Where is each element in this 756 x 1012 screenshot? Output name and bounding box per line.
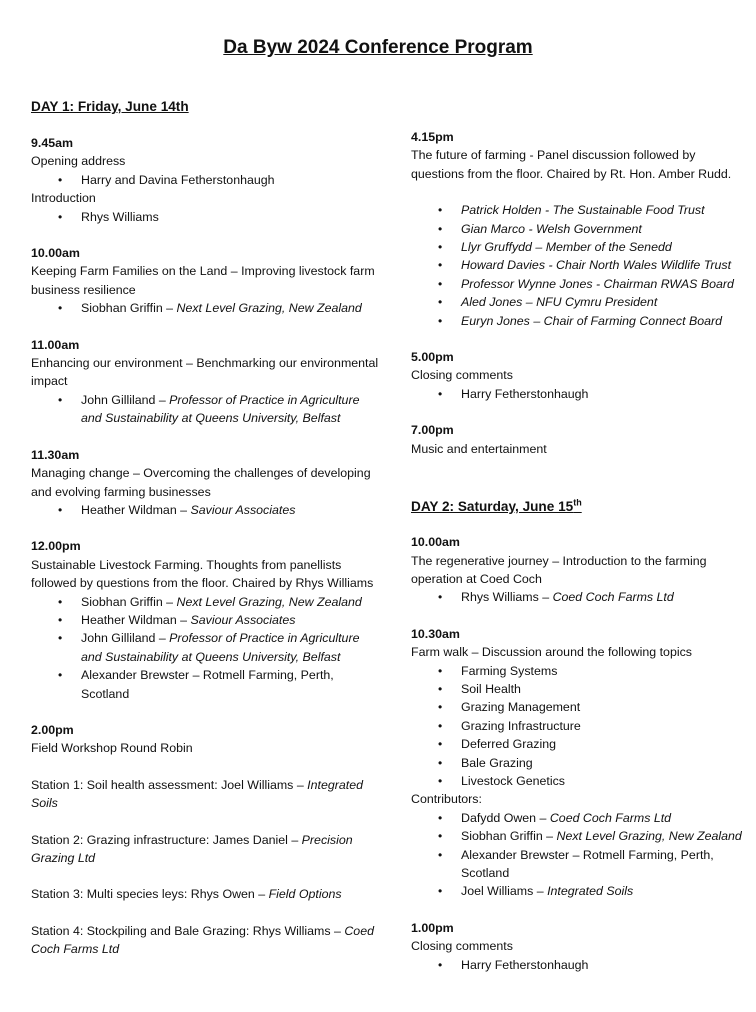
item-name: Farming Systems	[461, 663, 558, 678]
session	[31, 721, 381, 959]
session-gap	[31, 318, 381, 336]
item-role: Saviour Associates	[190, 502, 296, 517]
day2-heading: DAY 2: Saturday, June 15th	[411, 497, 582, 515]
item-name: Siobhan Griffin –	[461, 829, 557, 844]
spacer	[31, 758, 381, 776]
item-role: Professor of Practice in Agriculture and Sustainability at Queens University, Belfast	[81, 631, 360, 664]
session-description: Managing change – Overcoming the challenges of developing and evolving farming businesses	[31, 466, 371, 499]
session	[411, 533, 751, 607]
session-description: Opening address	[31, 154, 126, 169]
list-item	[411, 846, 751, 883]
workshop-station	[31, 831, 381, 868]
session	[411, 348, 751, 403]
session-description: Field Workshop Round Robin	[31, 741, 193, 756]
list-item	[411, 717, 751, 735]
bullet-list	[411, 662, 751, 791]
left-column	[31, 97, 381, 959]
session-time: 7.00pm	[411, 423, 454, 438]
item-role: Next Level Grazing, New Zealand	[176, 594, 362, 609]
list-item	[31, 501, 381, 519]
session-description: Closing comments	[411, 368, 513, 383]
item-name: Livestock Genetics	[461, 773, 565, 788]
item-name: Gian Marco - Welsh Government	[461, 221, 642, 236]
station-organisation: Integrated Soils	[31, 777, 363, 811]
spacer	[31, 904, 381, 922]
day1-continued-sessions	[411, 128, 751, 458]
list-item	[411, 754, 751, 772]
list-item	[411, 772, 751, 790]
list-item	[411, 256, 751, 274]
item-role: Next Level Grazing, New Zealand	[176, 301, 362, 316]
session-gap	[411, 403, 751, 421]
bullet-list	[31, 391, 381, 428]
list-item	[411, 882, 751, 900]
list-item	[411, 385, 751, 403]
item-name: Harry Fetherstonhaugh	[461, 957, 589, 972]
session-time: 12.00pm	[31, 539, 81, 554]
item-name: John Gilliland –	[81, 392, 170, 407]
item-name: Patrick Holden - The Sustainable Food Trust	[461, 203, 705, 218]
item-name: Harry and Davina Fetherstonhaugh	[81, 172, 275, 187]
list-item	[411, 588, 751, 606]
session-description: Keeping Farm Families on the Land – Improving livestock farm business resilience	[31, 264, 375, 297]
list-item	[411, 680, 751, 698]
item-name: Joel Williams –	[461, 884, 548, 899]
list-item	[411, 698, 751, 716]
session-description: Closing comments	[411, 939, 513, 954]
list-item	[411, 220, 751, 238]
item-name: Alexander Brewster – Rotmell Farming, Perth, Scotland	[461, 847, 714, 880]
session-time: 10.30am	[411, 626, 460, 641]
session	[411, 625, 751, 901]
list-item	[411, 662, 751, 680]
day2-sessions	[411, 533, 751, 974]
session-description: Music and entertainment	[411, 441, 547, 456]
session-description: Enhancing our environment – Benchmarking our environmental impact	[31, 356, 379, 389]
item-name: Howard Davies - Chair North Wales Wildlife Trust	[461, 258, 732, 273]
session-description: Introduction	[31, 191, 96, 206]
item-name: Grazing Infrastructure	[461, 718, 581, 733]
item-name: Siobhan Griffin –	[81, 301, 177, 316]
list-item	[411, 238, 751, 256]
session-gap	[31, 428, 381, 446]
session-time: 9.45am	[31, 136, 74, 150]
session	[31, 537, 381, 703]
workshop-station	[31, 922, 381, 959]
session-description: Contributors:	[411, 792, 482, 807]
session	[411, 919, 751, 974]
bullet-list	[411, 201, 751, 330]
list-item	[411, 201, 751, 219]
station-organisation: Coed Coch Farms Ltd	[31, 923, 374, 957]
session-gap	[411, 901, 751, 919]
item-role: Professor of Practice in Agriculture and Sustainability at Queens University, Belfast	[81, 392, 360, 426]
item-name: Llyr Gruffydd – Member of the Senedd	[461, 240, 672, 255]
item-name: Soil Health	[461, 681, 521, 696]
item-name: Bale Grazing	[461, 755, 533, 770]
workshop-station	[31, 776, 381, 813]
item-name: Deferred Grazing	[461, 737, 557, 752]
bullet-list	[411, 588, 751, 606]
bullet-list	[31, 299, 381, 317]
session	[31, 336, 381, 428]
session-time: 1.00pm	[411, 920, 454, 935]
item-role: Coed Coch Farms Ltd	[552, 590, 674, 605]
session-gap	[31, 226, 381, 244]
item-role: Saviour Associates	[190, 612, 296, 627]
item-name: Harry Fetherstonhaugh	[461, 386, 589, 401]
session-time: 11.00am	[31, 337, 80, 352]
list-item	[31, 593, 381, 611]
list-item	[31, 299, 381, 317]
item-name: John Gilliland –	[81, 631, 170, 646]
list-item	[411, 293, 751, 311]
session-time: 11.30am	[31, 447, 80, 462]
bullet-list	[31, 171, 381, 189]
bullet-list	[411, 809, 751, 901]
session	[31, 134, 381, 226]
station-title: Station 3: Multi species leys: Rhys Owen –	[31, 887, 269, 902]
item-name: Alexander Brewster – Rotmell Farming, Perth, Scotland	[81, 668, 334, 701]
session-time: 2.00pm	[31, 722, 74, 737]
day1-sessions	[31, 134, 381, 959]
session-time: 5.00pm	[411, 350, 454, 365]
list-item	[31, 391, 381, 428]
item-name: Dafydd Owen –	[461, 810, 550, 825]
session-gap	[411, 330, 751, 348]
item-name: Heather Wildman –	[81, 612, 191, 627]
station-organisation: Field Options	[268, 887, 342, 902]
item-name: Euryn Jones – Chair of Farming Connect Board	[461, 313, 723, 328]
list-item	[411, 809, 751, 827]
session-gap	[31, 519, 381, 537]
item-name: Rhys Williams –	[461, 590, 553, 605]
list-item	[411, 275, 751, 293]
spacer	[31, 813, 381, 831]
list-item	[411, 956, 751, 974]
session-description: The regenerative journey – Introduction to the farming operation at Coed Coch	[411, 553, 707, 586]
session-gap	[31, 703, 381, 721]
list-item	[31, 171, 381, 189]
session-description: Sustainable Livestock Farming. Thoughts from panellists followed by questions from the floor. Chaired by Rhys Williams	[31, 557, 374, 591]
bullet-list	[31, 501, 381, 519]
list-item	[411, 827, 751, 845]
station-organisation: Precision Grazing Ltd	[31, 832, 353, 865]
item-name: Aled Jones – NFU Cymru President	[461, 295, 658, 310]
session	[411, 421, 751, 458]
bullet-list	[411, 385, 751, 403]
day1-heading: DAY 1: Friday, June 14th	[31, 99, 189, 114]
session-time: 4.15pm	[411, 130, 454, 144]
session-description: Farm walk – Discussion around the following topics	[411, 645, 692, 660]
item-role: Integrated Soils	[547, 884, 634, 899]
list-item	[31, 208, 381, 226]
item-name: Siobhan Griffin –	[81, 594, 177, 609]
list-item	[411, 312, 751, 330]
session-time: 10.00am	[31, 246, 80, 261]
list-item	[411, 735, 751, 753]
session-gap	[411, 607, 751, 625]
item-role: Next Level Grazing, New Zealand	[556, 829, 742, 844]
item-name: Heather Wildman –	[81, 502, 191, 517]
session-time: 10.00am	[411, 535, 460, 550]
session-description: The future of farming - Panel discussion followed by questions from the floor. Chaired by Rt. Hon. Amber Rudd.	[411, 148, 732, 181]
list-item	[31, 611, 381, 629]
station-title: Station 2: Grazing infrastructure: James Daniel –	[31, 832, 302, 847]
item-name: Rhys Williams	[81, 209, 159, 224]
workshop-station	[31, 885, 381, 903]
station-title: Station 4: Stockpiling and Bale Grazing: Rhys Williams –	[31, 923, 345, 938]
item-role: Coed Coch Farms Ltd	[549, 810, 672, 825]
session	[411, 128, 751, 330]
list-item	[31, 666, 381, 703]
item-name: Professor Wynne Jones - Chairman RWAS Board	[461, 276, 734, 291]
bullet-list	[31, 593, 381, 703]
spacer	[31, 867, 381, 885]
session	[31, 446, 381, 520]
bullet-list	[411, 956, 751, 974]
station-title: Station 1: Soil health assessment: Joel Williams –	[31, 777, 308, 792]
session	[31, 244, 381, 318]
item-name: Grazing Management	[461, 700, 581, 715]
bullet-list	[31, 208, 381, 226]
right-column	[411, 128, 751, 974]
page-title: Da Byw 2024 Conference Program	[223, 37, 533, 58]
list-item	[31, 629, 381, 666]
spacer	[411, 183, 751, 201]
